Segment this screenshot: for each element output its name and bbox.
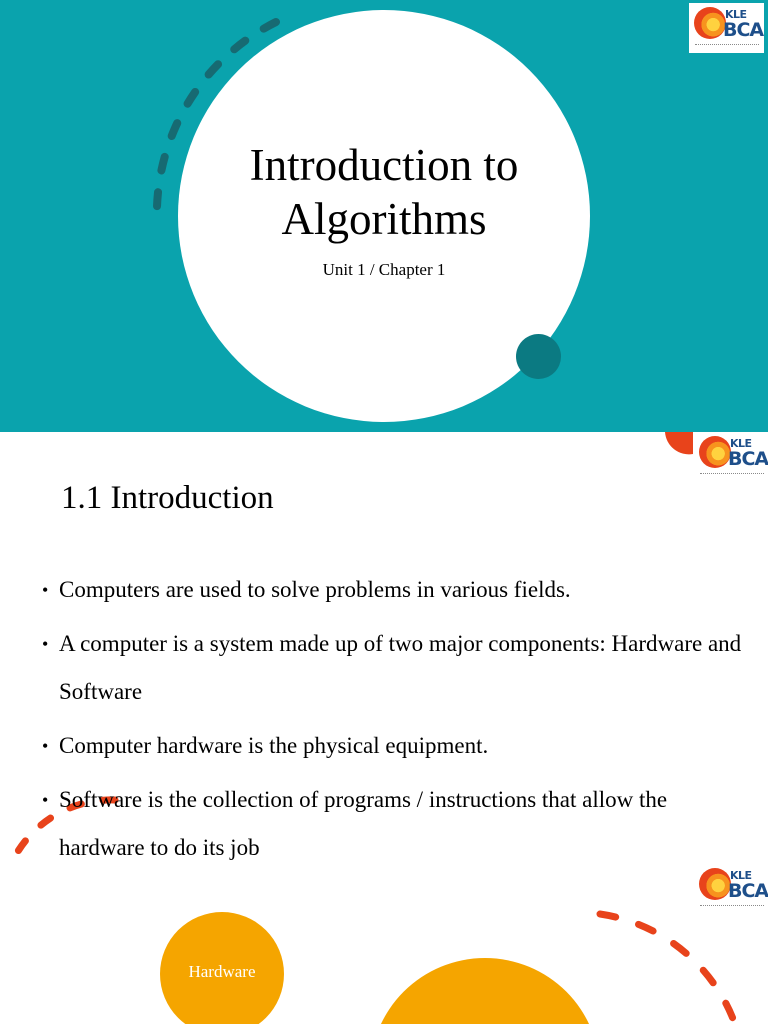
hardware-label: Hardware bbox=[188, 962, 256, 981]
logo-tagline bbox=[695, 44, 759, 47]
logo-tagline bbox=[700, 905, 764, 908]
bullet-item: • Computers are used to solve problems in various fields. bbox=[42, 566, 742, 614]
bullet-item: • Software is the collection of programs / instructions that allow the hardware to do its job bbox=[42, 776, 742, 862]
components-slide bbox=[0, 862, 768, 1024]
kle-bca-logo bbox=[689, 3, 764, 53]
logo-kle: KLE bbox=[730, 869, 752, 882]
logo-tagline bbox=[700, 473, 764, 476]
bullet-list bbox=[42, 566, 742, 862]
logo-bca: BCA bbox=[723, 19, 764, 41]
logo-swirl-icon bbox=[694, 7, 726, 39]
logo-kle: KLE bbox=[725, 8, 747, 21]
kle-bca-logo bbox=[694, 432, 768, 482]
title-slide bbox=[0, 0, 768, 432]
logo-swirl-icon bbox=[699, 868, 731, 900]
section-heading: 1.1 Introduction bbox=[61, 480, 274, 516]
kle-bca-logo bbox=[694, 864, 768, 914]
accent-dot bbox=[516, 334, 561, 379]
logo-kle: KLE bbox=[730, 437, 752, 450]
logo-bca: BCA bbox=[728, 880, 768, 902]
logo-bca: BCA bbox=[728, 448, 768, 470]
bullet-item: • Computer hardware is the physical equipment. bbox=[42, 722, 742, 770]
hardware-circle bbox=[160, 912, 284, 1024]
bullet-item: • A computer is a system made up of two major components: Hardware and Software bbox=[42, 620, 742, 716]
logo-swirl-icon bbox=[699, 436, 731, 468]
slide3-decorations bbox=[0, 862, 768, 1024]
slide-subtitle: Unit 1 / Chapter 1 bbox=[322, 260, 446, 279]
introduction-slide bbox=[0, 432, 768, 862]
slide-title: Introduction to Algorithms bbox=[249, 140, 519, 244]
